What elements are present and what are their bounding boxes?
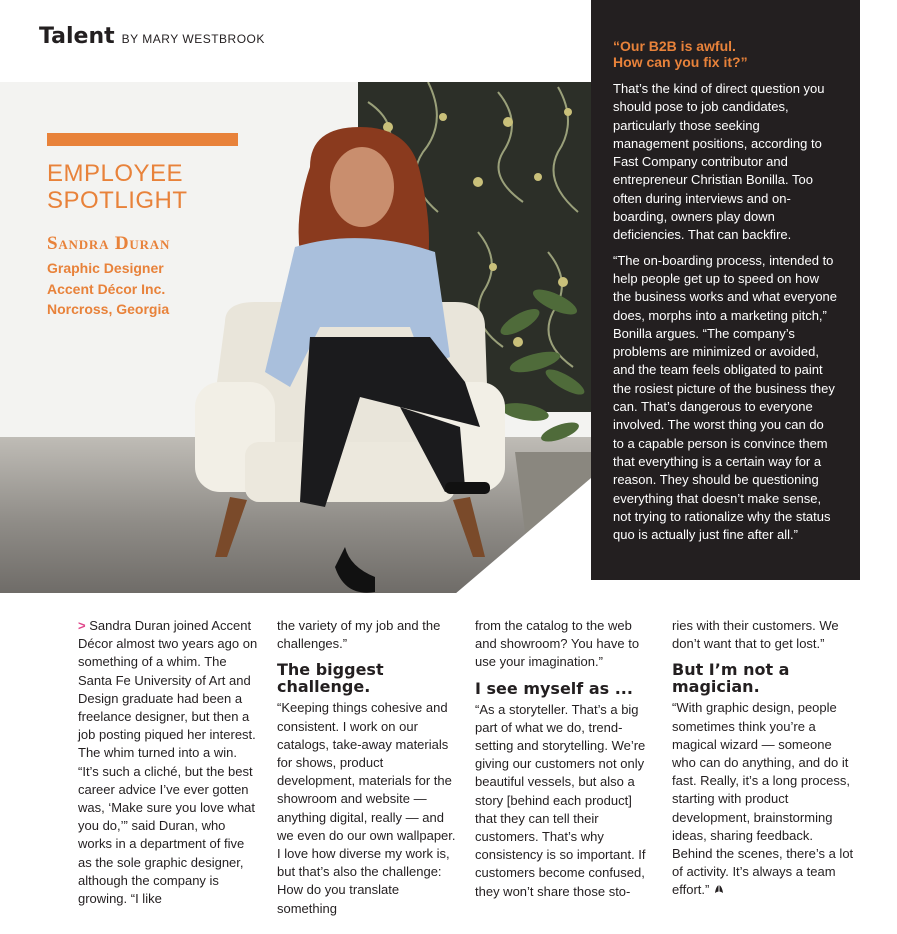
sidebar-paragraph-2: “The on-boarding process, intended to help people get up to speed on how the business works and what everyone does, morphs into a marketing pitch,” Bonilla argues. “The company’s problems are minimized or avoided, and the team feels obligated to paint the rosiest picture of the business they can. That’s dangerous to everyone involved. The worst thing you can do to a capable person is convince them that everything is a certain way for a reason. They should be questioning everything that doesn’t make sense, not trying to rationalize why the status quo is actually just fine after all.” bbox=[613, 252, 838, 543]
sidebar-paragraph-1: That’s the kind of direct question you should pose to job candidates, particularly those seeking management positions, according to Fast Company contributor and entrepreneur Christian Bonilla. Too often during interviews and on-boarding, owners play down deficiencies. That can backfire. bbox=[613, 81, 825, 243]
column-2-paragraph-1: the variety of my job and the challenges.” bbox=[277, 618, 441, 652]
spotlight-label-line1: EMPLOYEE bbox=[47, 160, 184, 187]
sidebar-box bbox=[591, 0, 860, 580]
article-column-4 bbox=[672, 617, 854, 908]
sidebar-quote-line1: “Our B2B is awful. bbox=[613, 38, 736, 54]
spotlight-name: Sandra Duran bbox=[47, 233, 171, 254]
column-3-subhead: I see myself as ... bbox=[475, 678, 633, 698]
column-4-paragraph-2 bbox=[672, 699, 854, 899]
end-mark-icon bbox=[713, 883, 725, 895]
photo-corner-cut bbox=[455, 478, 591, 593]
spotlight-bar bbox=[47, 133, 238, 146]
column-3-paragraph-2: “As a storyteller. That’s a big part of what we do, trend-setting and storytelling. We’re giving our customers not only beautiful vessels, but also a story [behind each product] that they can tell their customers. That’s why consistency is so important. If customers become confused, they won’t share those sto- bbox=[475, 701, 646, 899]
section-title: Talent bbox=[39, 24, 115, 49]
column-1-text: Sandra Duran joined Accent Décor almost two years ago on something of a whim. The Santa Fe University of Art and Design graduate had been a freelance designer, but then a job posting piqued her interest. The whim turned into a win. “It’s such a cliché, but the best career advice I’ve ever gotten was, ‘Make sure you love what you do,’” said Duran, who works in a department of five as the sole graphic designer, although the company is growing. “I like bbox=[78, 618, 258, 907]
column-1-paragraph bbox=[78, 617, 260, 908]
sidebar-quote bbox=[613, 38, 838, 70]
spotlight-job-title: Graphic Designer bbox=[47, 260, 164, 276]
column-2-subhead: The biggest challenge. bbox=[277, 660, 384, 697]
article-header bbox=[39, 24, 265, 49]
article-column-3 bbox=[475, 617, 657, 909]
column-2-paragraph-2: “Keeping things cohesive and consistent. I work on our catalogs, take-away materials for shows, product development, materials for the showroom and website — anything digital, really — and we even do our own wallpaper. I love how diverse my work is, but that’s also the challenge: How do you translate something bbox=[277, 700, 456, 916]
article-column-2 bbox=[277, 617, 459, 926]
column-4-paragraph-1: ries with their customers. We don’t want that to get lost.” bbox=[672, 618, 839, 652]
sidebar-quote-line2: How can you fix it?” bbox=[613, 54, 748, 70]
byline: BY MARY WESTBROOK bbox=[121, 32, 265, 46]
portrait-photo bbox=[0, 82, 591, 593]
spotlight-location: Norcross, Georgia bbox=[47, 301, 170, 317]
column-3-paragraph-1: from the catalog to the web and showroom? You have to use your imagination.” bbox=[475, 618, 640, 670]
lead-arrow-icon: > bbox=[78, 618, 86, 633]
spotlight-details bbox=[47, 258, 169, 320]
column-4-subhead: But I’m not a magician. bbox=[672, 660, 790, 697]
spotlight-label-line2: SPOTLIGHT bbox=[47, 187, 188, 214]
article-column-1 bbox=[78, 617, 260, 916]
spotlight-label bbox=[47, 160, 247, 214]
spotlight-company: Accent Décor Inc. bbox=[47, 280, 166, 297]
column-4-text: “With graphic design, people sometimes think you’re a magical wizard — someone who can do anything, and do it fast. Really, it’s a long process, starting with product development, brainstorming ideas, sharing feedback. Behind the scenes, there’s a lot of activity. It’s always a team effort.” bbox=[672, 700, 854, 898]
